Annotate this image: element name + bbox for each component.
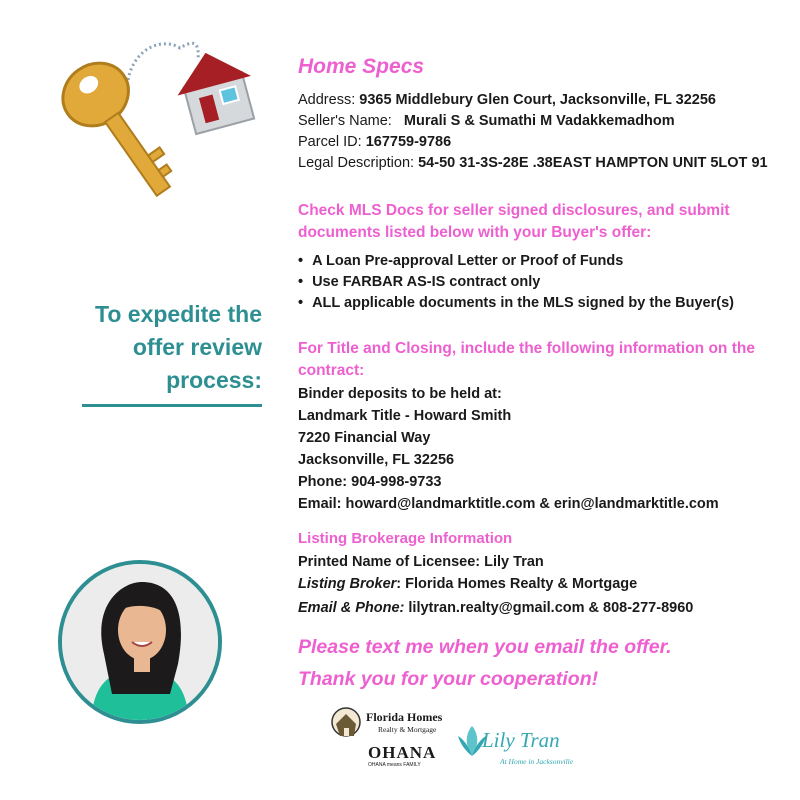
binder-line: Binder deposits to be held at: <box>298 386 502 402</box>
brokerage-heading: Listing Brokerage Information <box>298 530 513 547</box>
lily-tran-tagline: At Home in Jacksonville <box>500 757 574 766</box>
florida-homes-sub: Realty & Mortgage <box>378 725 437 734</box>
agent-portrait <box>58 560 222 724</box>
street-line: 7220 Financial Way <box>298 430 431 446</box>
contact-label: Email & Phone: <box>298 600 405 616</box>
city-line: Jacksonville, FL 32256 <box>298 452 455 468</box>
ohana-sub: OHANA means FAMILY <box>368 762 421 768</box>
list-item: • Use FARBAR AS-IS contract only <box>298 272 734 293</box>
address-value: 9365 Middlebury Glen Court, Jacksonville, FL 32256 <box>359 92 716 108</box>
cta-line-1: Please text me when you email the offer. <box>298 636 672 658</box>
mls-document-list <box>298 251 734 314</box>
list-item: • A Loan Pre-approval Letter or Proof of Funds <box>298 251 734 272</box>
mls-heading: Check MLS Docs for seller signed disclosures, and submit documents listed below with your Buyer's offer: <box>298 202 730 241</box>
ohana-logo: OHANA <box>368 743 437 762</box>
list-item: • ALL applicable documents in the MLS signed by the Buyer(s) <box>298 293 734 314</box>
title-closing-heading: For Title and Closing, include the following information on the contract: <box>298 340 755 379</box>
expedite-line-3: process: <box>166 367 262 393</box>
contact-value: lilytran.realty@gmail.com & 808-277-8960 <box>404 600 694 616</box>
contact-line <box>298 600 693 616</box>
home-specs-title: Home Specs <box>298 55 425 78</box>
expedite-line-2: offer review <box>132 334 262 360</box>
florida-homes-logo-icon <box>330 704 362 744</box>
email-line: Email: howard@landmarktitle.com & erin@landmarktitle.com <box>298 496 719 512</box>
seller-label: Seller's Name: <box>298 113 392 129</box>
parcel-value: 167759-9786 <box>365 134 452 150</box>
address-line <box>298 92 716 108</box>
licensee-line: Printed Name of Licensee: Lily Tran <box>298 554 544 570</box>
parcel-label: Parcel ID: <box>298 134 362 150</box>
cta-line-2: Thank you for your cooperation! <box>298 668 599 690</box>
parcel-line <box>298 134 451 150</box>
legal-label: Legal Description: <box>298 155 415 171</box>
florida-homes-name: Florida Homes <box>366 710 443 724</box>
legal-value: 54-50 31-3S-28E .38EAST HAMPTON UNIT 5LOT 91 <box>418 155 768 171</box>
phone-line: Phone: 904-998-9733 <box>298 474 442 490</box>
title-company-line: Landmark Title - Howard Smith <box>298 408 512 424</box>
lily-tran-logo-text: Lily Tran <box>482 728 560 752</box>
address-label: Address: <box>298 92 356 108</box>
expedite-line-1: To expedite the <box>95 301 262 327</box>
house-key-illustration <box>40 20 260 205</box>
broker-label: Listing Broker <box>298 576 397 592</box>
seller-value: Murali S & Sumathi M Vadakkemadhom <box>403 113 675 129</box>
divider <box>82 404 262 407</box>
expedite-heading <box>40 298 262 397</box>
legal-line <box>298 155 768 171</box>
broker-value: : Florida Homes Realty & Mortgage <box>396 576 638 592</box>
broker-line <box>298 576 637 592</box>
seller-line <box>298 113 675 129</box>
